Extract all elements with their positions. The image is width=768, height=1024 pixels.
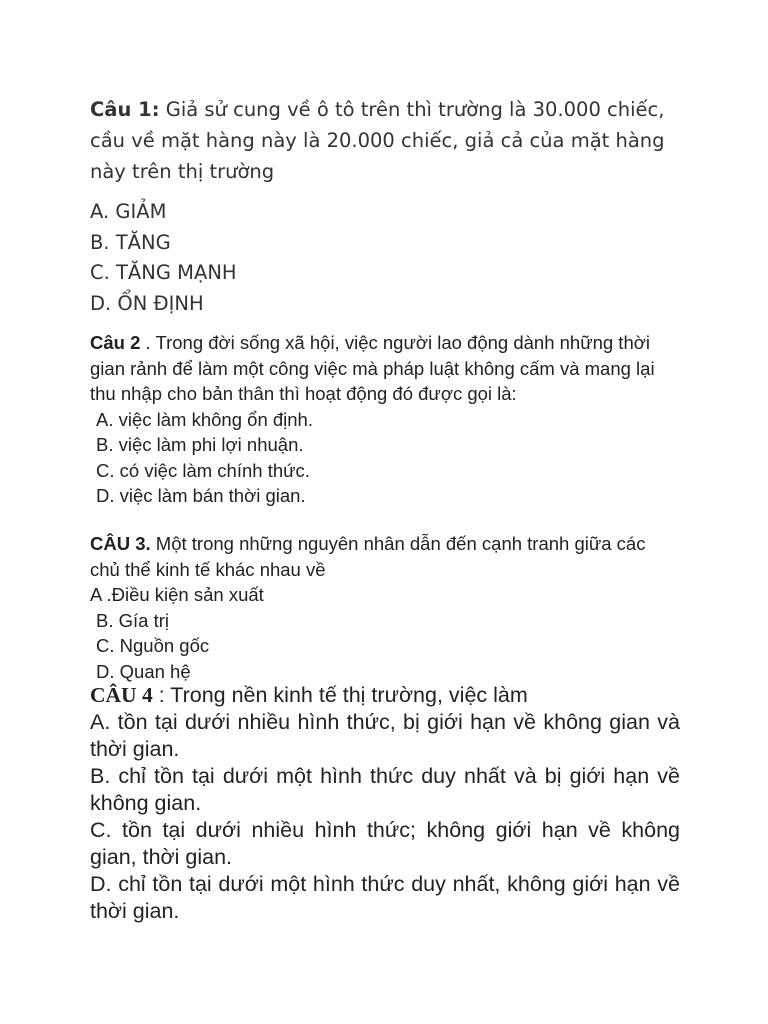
question-4-text: : Trong nền kinh tế thị trường, việc làm — [152, 683, 528, 707]
question-2-option-b: B. việc làm phi lợi nhuận. — [96, 434, 304, 455]
question-4-option-a: A. tồn tại dưới nhiều hình thức, bị giới hạn về không gian và thời gian. — [90, 710, 680, 761]
question-4-option-b: B. chỉ tồn tại dưới một hình thức duy nhất và bị giới hạn về không gian. — [90, 764, 680, 815]
question-3-option-d: D. Quan hệ — [96, 660, 191, 682]
question-3-option-b: B. Gía trị — [96, 609, 169, 631]
question-3-stem — [90, 531, 680, 582]
question-2-option-d: D. việc làm bán thời gian. — [96, 485, 306, 506]
question-1-option-c: C. TĂNG MẠNH — [90, 261, 237, 285]
question-4-option-d: D. chỉ tồn tại dưới một hình thức duy nhất, không giới hạn về thời gian. — [90, 872, 680, 923]
question-2-option-a: A. việc làm không ổn định. — [96, 408, 313, 430]
question-1-label: Câu 1: — [90, 98, 160, 121]
question-1-text: Giả sử cung về ô tô trên thì trường là 30.000 chiếc, cầu về mặt hàng này là 20.000 chiếc, giả cả của mặt hàng này trên thị trường — [90, 98, 665, 183]
question-1-option-b: B. TĂNG — [90, 230, 171, 254]
question-2-text: . Trong đời sống xã hội, việc người lao động dành những thời gian rảnh để làm một công việc mà pháp luật không cấm và mang lại thu nhập cho bản thân thì hoạt động đó được gọi là: — [90, 332, 655, 404]
question-4-label: CÂU 4 — [90, 683, 153, 707]
question-2-label: Câu 2 — [90, 332, 141, 353]
question-1-stem — [90, 94, 680, 187]
question-1-option-a: A. GIẢM — [90, 200, 167, 223]
question-2 — [90, 330, 680, 509]
question-3-text: Một trong những nguyên nhân dẫn đến cạnh tranh giữa các chủ thể kinh tế khác nhau về — [90, 533, 646, 580]
question-4-stem — [90, 682, 680, 709]
question-4-option-c: C. tồn tại dưới nhiều hình thức; không giới hạn về không gian, thời gian. — [90, 818, 680, 869]
question-3-option-a: A .Điều kiện sản xuất — [90, 584, 264, 605]
question-3-option-c: C. Nguồn gốc — [96, 635, 210, 656]
question-4 — [90, 682, 680, 925]
question-3-label: CÂU 3. — [90, 533, 151, 554]
question-1-option-d: D. ỔN ĐỊNH — [90, 292, 204, 316]
question-3 — [90, 531, 680, 684]
question-1 — [90, 94, 680, 320]
question-2-option-c: C. có việc làm chính thức. — [96, 459, 310, 481]
question-2-stem — [90, 330, 680, 407]
